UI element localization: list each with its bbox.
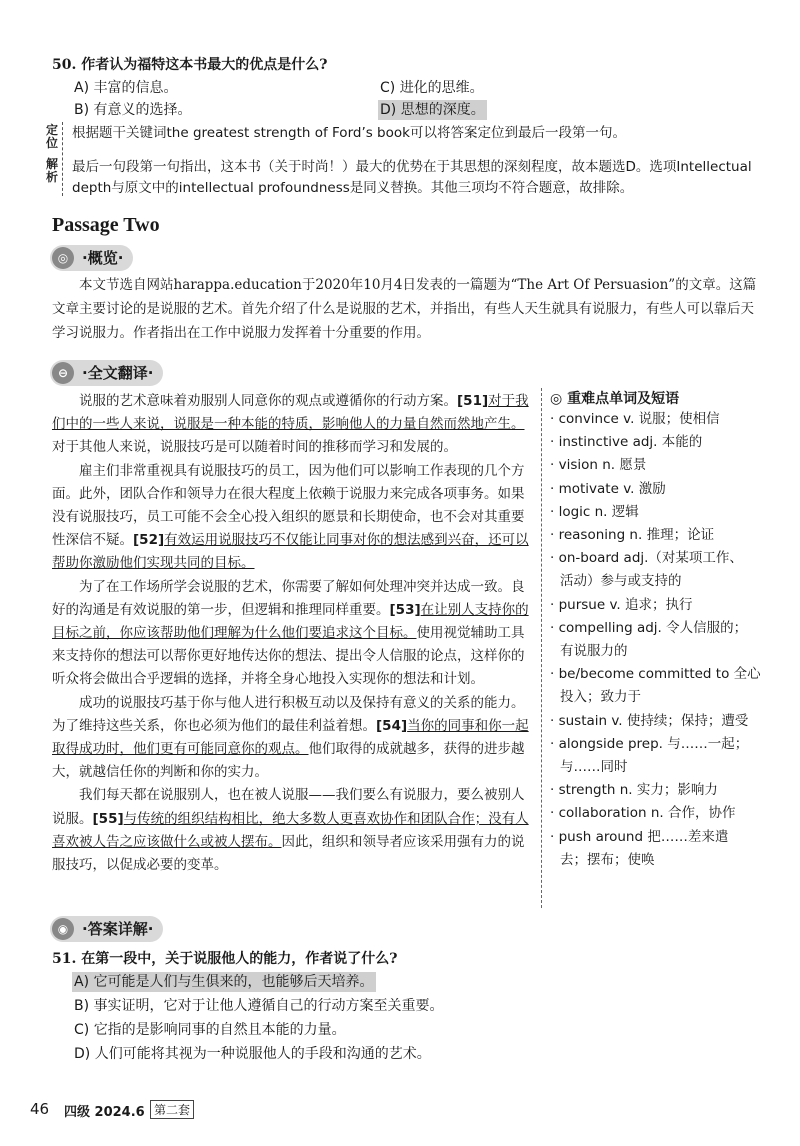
overview-badge	[50, 245, 133, 271]
q51-title: 51. 在第一段中，关于说服他人的能力，作者说了什么?	[52, 951, 398, 967]
vocab-title: ◎ 重难点单词及短语	[550, 391, 680, 407]
vocab-item: · reasoning n. 推理；论证	[550, 527, 715, 544]
paragraph-4: 成功的说服技巧基于你与他人进行积极互动以及保持有意义的关系的能力。为了维持这些关系，你也必须为他们的最佳利益着想。[54]当你的同事和你一起取得成功时，他们更有可能同意你的观点。他们取得的成就越多，获得的进步越大，就越信任你的判断和你的实力。	[52, 694, 529, 781]
q51-option-d: D) 人们可能将其视为一种说服他人的手段和沟通的艺术。	[74, 1046, 431, 1062]
vocab-item: · be/become committed to 全心	[550, 666, 761, 683]
q50-option-c: C) 进化的思维。	[380, 80, 484, 96]
vocab-item-cont: 活动）参与或支持的	[560, 573, 682, 590]
paragraph-5: 我们每天都在说服别人，也在被人说服——我们要么有说服力，要么被别人说服。[55]与传统的组织结构相比，绝大多数人更喜欢协作和团队合作；没有人喜欢被人告之应该做什么或被人摆布。因此，组织和领导者应该采用强有力的说服技巧，以促成必要的变革。	[52, 787, 529, 874]
answer-badge	[50, 916, 163, 942]
q50-title: 50. 作者认为福特这本书最大的优点是什么?	[52, 57, 328, 73]
q50-option-a: A) 丰富的信息。	[74, 80, 178, 96]
translation-icon: ⊖	[52, 362, 74, 384]
paragraph-3: 为了在工作场所学会说服的艺术，你需要了解如何处理冲突并达成一致。良好的沟通是有效说服的第一步，但逻辑和推理同样重要。[53]在让别人支持你的目标之前，你应该帮助他们理解为什么他们要追求这个目标。使用视觉辅助工具来支持你的想法可以帮你更好地传达你的想法、提出令人信服的论点，这样你的听众将会做出合乎逻辑的选择，并将全身心地投入实现你的想法和计划。	[52, 578, 529, 688]
answer-badge-label: ·答案详解·	[82, 920, 154, 938]
vocab-item-cont: 去；摆布；使唤	[560, 851, 655, 868]
vocab-item: · strength n. 实力；影响力	[550, 782, 718, 799]
overview-icon: ◎	[52, 247, 74, 269]
overview-badge-label: ·概览·	[82, 249, 124, 267]
q51-option-c: C) 它指的是影响同事的自然且本能的力量。	[74, 1022, 346, 1038]
vocab-item-cont: 与……同时	[560, 759, 628, 776]
vocab-item: · sustain v. 使持续；保持；遭受	[550, 712, 749, 729]
vocab-item: · vision n. 愿景	[550, 457, 647, 474]
answer-icon: ◉	[52, 918, 74, 940]
vocab-item: · logic n. 逻辑	[550, 503, 639, 520]
passage-title: Passage Two	[52, 214, 160, 236]
paragraph-1: 说服的艺术意味着劝服别人同意你的观点或遵循你的行动方案。[51]对于我们中的一些人来说，说服是一种本能的特质，影响他人的力量自然而然地产生。对于其他人来说，说服技巧是可以随着时间的推移而学习和发展的。	[52, 393, 529, 456]
explain-label: 解析	[46, 157, 59, 184]
vocab-item: · convince v. 说服；使相信	[550, 411, 720, 427]
vocab-item: · on-board adj.（对某项工作、	[550, 550, 743, 567]
page-number: 46	[30, 1100, 50, 1118]
vocab-item: · alongside prep. 与……一起；	[550, 735, 749, 752]
q51-option-b: B) 事实证明，它对于让他人遵循自己的行动方案至关重要。	[74, 998, 444, 1014]
vocab-panel	[550, 388, 778, 872]
vocab-item-cont: 投入；致力于	[560, 689, 641, 706]
translation-body	[52, 390, 534, 877]
q50-option-b: B) 有意义的选择。	[74, 102, 192, 118]
vocab-item: · collaboration n. 合作，协作	[550, 805, 736, 822]
vocab-item: · motivate v. 激励	[550, 480, 666, 497]
vocab-item: · compelling adj. 令人信服的；	[550, 619, 748, 636]
overview-text: 本文节选自网站harappa.education于2020年10月4日发表的一篇题为“The Art Of Persuasion”的文章。这篇文章主要讨论的是说服的艺术。首先介绍了什么是说服的艺术，并指出，有些人天生就具有说服力，有些人可以靠后天学习说服力。作者指出在工作中说服力发挥着十分重要的作用。	[52, 277, 757, 341]
set-badge: 第二套	[150, 1100, 194, 1119]
vocab-icon: ◎	[550, 391, 568, 407]
vocab-divider	[541, 388, 542, 908]
locate-label: 定位	[46, 123, 59, 150]
explain-text: 最后一句段第一句指出，这本书（关于时尚！）最大的优势在于其思想的深刻程度，故本题选D。选项Intellectual depth与原文中的intellectual profoundness是同义替换。其他三项均不符合题意，故排除。	[72, 159, 752, 196]
vocab-item: · push around 把……差来遣	[550, 828, 729, 845]
issue-label: 四级 2024.6	[64, 1105, 145, 1120]
q50-option-d-answer: D) 思想的深度。	[380, 102, 485, 118]
vocab-item-cont: 有说服力的	[560, 643, 628, 660]
paragraph-2: 雇主们非常重视具有说服技巧的员工，因为他们可以影响工作表现的几个方面。此外，团队合作和领导力在很大程度上依赖于说服力来完成各项事务。如果没有说服技巧，员工可能不会全心投入组织的愿景和长期使命，也不会对其重要性深信不疑。[52]有效运用说服技巧不仅能让同事对你的想法感到兴奋，还可以帮助你激励他们实现共同的目标。	[52, 462, 529, 572]
vocab-item: · instinctive adj. 本能的	[550, 434, 703, 451]
locate-text: 根据题干关键词the greatest strength of Ford’s book可以将答案定位到最后一段第一句。	[72, 125, 626, 141]
translation-badge	[50, 360, 163, 386]
q51-option-a-answer: A) 它可能是人们与生俱来的，也能够后天培养。	[74, 974, 374, 990]
vocab-item: · pursue v. 追求；执行	[550, 596, 693, 613]
analysis-bracket	[62, 122, 63, 196]
translation-badge-label: ·全文翻译·	[82, 364, 154, 382]
